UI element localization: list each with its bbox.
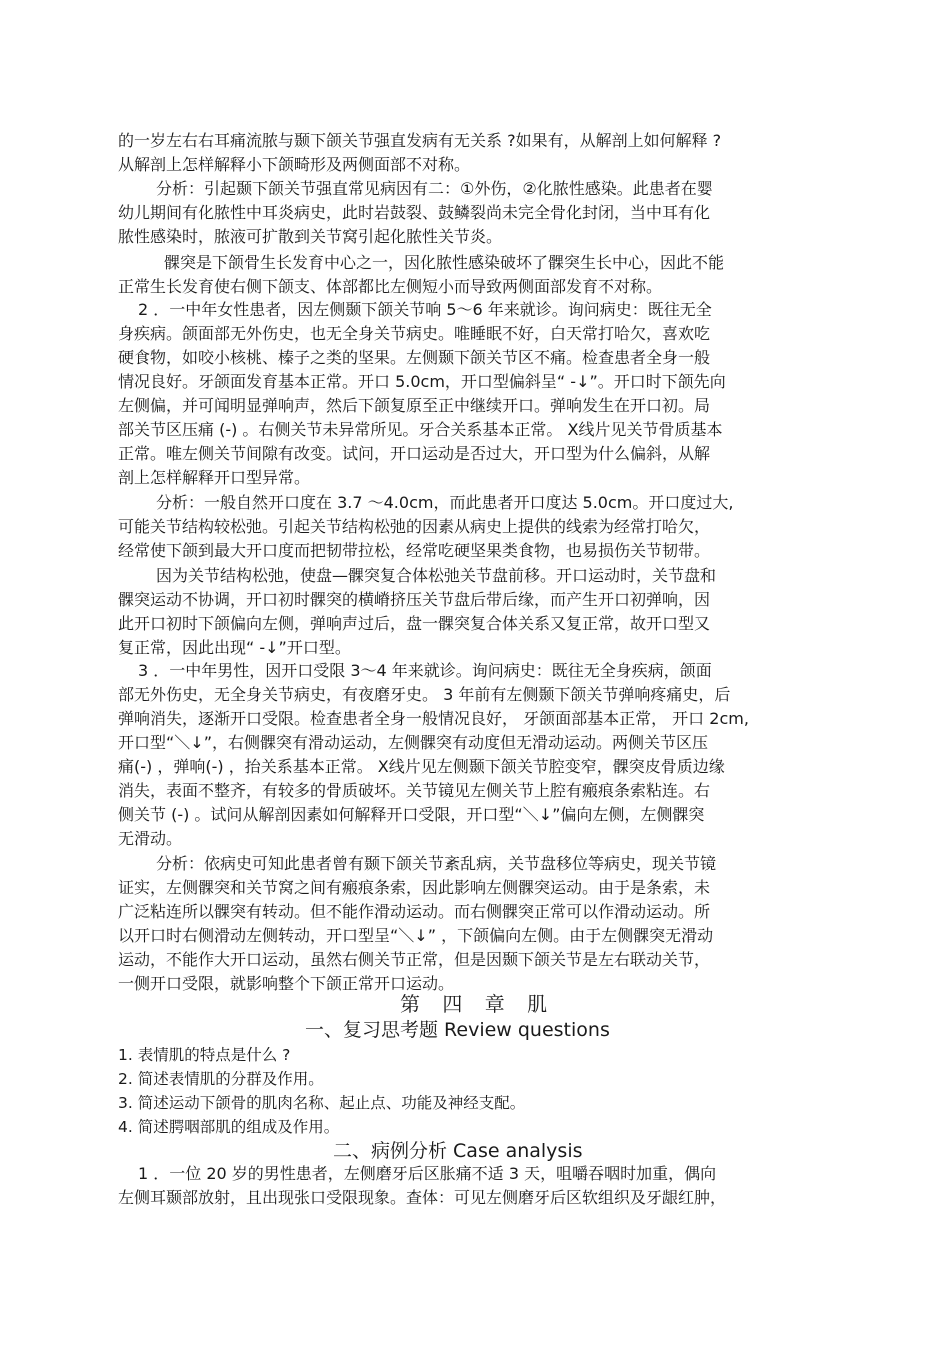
text-line: 证实，左侧髁突和关节窝之间有瘢痕条索，因此影响左侧髁突运动。由于是条索，未 <box>118 878 711 897</box>
text-line: 左侧偏，并可闻明显弹响声，然后下颌复原至正中继续开口。弹响发生在开口初。局 <box>118 396 711 415</box>
text-line: 广泛粘连所以髁突有转动。但不能作滑动运动。而右侧髁突正常可以作滑动运动。所 <box>118 902 711 921</box>
text-line: 运动，不能作大开口运动，虽然右侧关节正常，但是因颞下颌关节是左右联动关节， <box>118 950 711 969</box>
case-line: 左侧耳颞部放射，且出现张口受限现象。查体：可见左侧磨牙后区软组织及牙龈红肿， <box>118 1188 727 1207</box>
text-line: 无滑动。 <box>118 829 183 848</box>
review-question: 1. 表情肌的特点是什么 ? <box>118 1046 291 1064</box>
text-line: 正常生长发育使右侧下颌支、体部都比左侧短小而导致两侧面部发育不对称。 <box>118 277 663 296</box>
text-line: 以开口时右侧滑动左侧转动，开口型呈“＼↓” ，下颌偏向左侧。由于左侧髁突无滑动 <box>118 926 714 945</box>
text-line: 分析：一般自然开口度在 3.7 ～4.0cm，而此患者开口度达 5.0cm。开口度过大, <box>156 493 734 512</box>
text-line: 3 ．一中年男性，因开口受限 3～4 年来就诊。询问病史：既往无全身疾病，颌面 <box>138 661 712 680</box>
text-line: 消失，表面不整齐，有较多的骨质破坏。关节镜见左侧关节上腔有瘢痕条索粘连。右 <box>118 781 711 800</box>
text-line: 弹响消失，逐渐开口受限。检查患者全身一般情况良好， 牙颌面部基本正常， 开口 2cm, <box>118 709 749 728</box>
text-line: 痛(-) ，弹响(-) ，抬关系基本正常。 X线片见左侧颞下颌关节腔变窄，髁突皮骨质边缘 <box>118 757 725 776</box>
text-line: 此开口初时下颌偏向左侧，弹响声过后，盘一髁突复合体关系又复正常，故开口型又 <box>118 614 711 633</box>
text-line: 身疾病。颌面部无外伤史，也无全身关节病史。唯睡眠不好，白天常打哈欠，喜欢吃 <box>118 324 711 343</box>
review-question: 3. 简述运动下颌骨的肌肉名称、起止点、功能及神经支配。 <box>118 1094 526 1112</box>
text-line: 正常。唯左侧关节间隙有改变。试问，开口运动是否过大，开口型为什么偏斜，从解 <box>118 444 711 463</box>
text-line: 髁突是下颌骨生长发育中心之一，因化脓性感染破坏了髁突生长中心，因此不能 <box>164 253 725 272</box>
text-line: 的一岁左右右耳痛流脓与颞下颌关节强直发病有无关系 ?如果有，从解剖上如何解释 ? <box>118 131 722 150</box>
review-question: 4. 简述腭咽部肌的组成及作用。 <box>118 1118 340 1136</box>
text-line: 硬食物，如咬小核桃、榛子之类的坚果。左侧颞下颌关节区不痛。检查患者全身一般 <box>118 348 711 367</box>
chapter-title: 第 四 章 肌 <box>400 992 556 1016</box>
text-line: 一侧开口受限，就影响整个下颌正常开口运动。 <box>118 974 455 993</box>
case-line: 1 ．一位 20 岁的男性患者，左侧磨牙后区胀痛不适 3 天，咀嚼吞咽时加重，偶向 <box>138 1164 717 1183</box>
section-title-review: 一、复习思考题 Review questions <box>305 1019 610 1041</box>
text-line: 髁突运动不协调，开口初时髁突的横嵴挤压关节盘后带后缘，而产生开口初弹响，因 <box>118 590 711 609</box>
text-line: 情况良好。牙颌面发育基本正常。开口 5.0cm，开口型偏斜呈“ -↓”。开口时下颌先向 <box>118 372 726 391</box>
text-line: 剖上怎样解释开口型异常。 <box>118 468 311 487</box>
text-line: 部无外伤史，无全身关节病史，有夜磨牙史。 3 年前有左侧颞下颌关节弹响疼痛史，后 <box>118 685 731 704</box>
text-line: 复正常，因此出现“ -↓”开口型。 <box>118 638 351 657</box>
section-title-case: 二、病例分析 Case analysis <box>333 1140 583 1162</box>
text-line: 部关节区压痛 (-) 。右侧关节未异常所见。牙合关系基本正常。 X线片见关节骨质基本 <box>118 420 723 439</box>
review-question: 2. 简述表情肌的分群及作用。 <box>118 1070 324 1088</box>
text-line: 因为关节结构松弛，使盘—髁突复合体松弛关节盘前移。开口运动时，关节盘和 <box>156 566 717 585</box>
text-line: 幼儿期间有化脓性中耳炎病史，此时岩鼓裂、鼓鳞裂尚未完全骨化封闭，当中耳有化 <box>118 203 711 222</box>
text-line: 可能关节结构较松弛。引起关节结构松弛的因素从病史上提供的线索为经常打哈欠， <box>118 517 711 536</box>
text-line: 2 ．一中年女性患者，因左侧颞下颌关节响 5～6 年来就诊。询问病史：既往无全 <box>138 300 712 319</box>
text-line: 分析：依病史可知此患者曾有颞下颌关节紊乱病，关节盘移位等病史，现关节镜 <box>156 854 717 873</box>
text-line: 分析：引起颞下颌关节强直常见病因有二：①外伤，②化脓性感染。此患者在婴 <box>156 179 713 198</box>
text-line: 侧关节 (-) 。试问从解剖因素如何解释开口受限，开口型“＼↓”偏向左侧，左侧髁突 <box>118 805 705 824</box>
text-line: 开口型“＼↓”，右侧髁突有滑动运动，左侧髁突有动度但无滑动运动。两侧关节区压 <box>118 733 708 752</box>
text-line: 脓性感染时，脓液可扩散到关节窝引起化脓性关节炎。 <box>118 227 503 246</box>
text-line: 经常使下颌到最大开口度而把韧带拉松，经常吃硬坚果类食物，也易损伤关节韧带。 <box>118 541 711 560</box>
text-line: 从解剖上怎样解释小下颌畸形及两侧面部不对称。 <box>118 155 471 174</box>
